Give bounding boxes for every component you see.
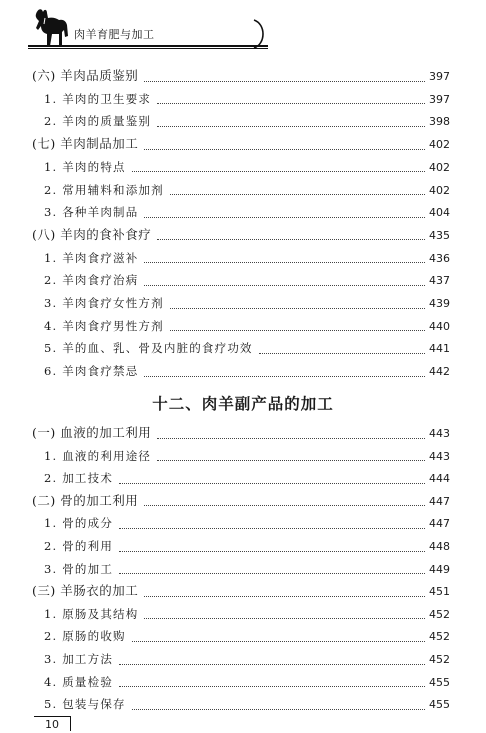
toc-section-entry: [32, 68, 450, 85]
toc-leader-dots: [144, 609, 425, 619]
toc-entry-label: (二) 骨的加工利用: [32, 492, 139, 508]
toc-entry-label: 2. 骨的利用: [44, 539, 114, 553]
toc-leader-dots: [170, 299, 425, 309]
toc-item-entry: [44, 561, 450, 578]
toc-entry-page: 404: [429, 206, 450, 220]
toc-leader-dots: [144, 276, 425, 286]
toc-entry-page: 439: [429, 297, 450, 310]
toc-leader-dots: [157, 429, 425, 439]
toc-entry-label: (三) 羊肠衣的加工: [32, 583, 139, 599]
toc-entry-page: 435: [429, 228, 450, 242]
toc-item-entry: [44, 318, 450, 335]
toc-entry-label: (八) 羊肉的食补食疗: [32, 226, 152, 242]
toc-entry-page: 447: [429, 517, 450, 531]
toc-entry-page: 436: [429, 251, 450, 265]
toc-entry-page: 397: [429, 70, 450, 83]
toc-leader-dots: [119, 655, 425, 665]
toc-entry-page: 440: [429, 319, 450, 333]
toc-entry-page: 452: [429, 607, 450, 621]
toc-leader-dots: [132, 700, 425, 710]
toc-leader-dots: [144, 208, 425, 218]
toc-item-entry: [44, 363, 450, 380]
toc-entry-label: 1. 羊肉食疗滋补: [44, 250, 139, 265]
toc-leader-dots: [144, 367, 425, 377]
toc-entry-page: 444: [429, 472, 450, 486]
toc-item-entry: [44, 674, 450, 691]
toc-entry-label: 3. 各种羊肉制品: [44, 205, 139, 220]
toc-entry-page: 443: [429, 427, 450, 440]
toc-entry-label: 2. 羊肉的质量鉴别: [44, 114, 152, 129]
toc-entry-page: 442: [429, 365, 450, 379]
toc-item-entry: [44, 470, 450, 487]
toc-entry-page: 449: [429, 562, 450, 576]
toc-leader-dots: [144, 140, 425, 150]
toc-entry-label: 1. 骨的成分: [44, 516, 114, 531]
toc-entry-label: 2. 加工技术: [44, 471, 114, 486]
toc-entry-label: 3. 骨的加工: [44, 561, 114, 576]
toc-entry-label: 2. 羊肉食疗治病: [44, 273, 139, 288]
header-rule-thin: [28, 48, 268, 49]
toc-section-entry: [32, 136, 450, 153]
toc-item-entry: [44, 295, 450, 312]
toc-entry-label: 6. 羊肉食疗禁忌: [44, 364, 139, 379]
toc-item-entry: [44, 272, 450, 289]
header-curve-decoration: [250, 18, 272, 50]
toc-entry-page: 451: [429, 585, 450, 599]
toc-leader-dots: [157, 230, 425, 240]
toc-section-entry: [32, 583, 450, 600]
toc-entry-label: 4. 质量检验: [44, 674, 114, 689]
toc-item-entry: [44, 515, 450, 532]
toc-leader-dots: [119, 519, 425, 529]
toc-leader-dots: [259, 344, 425, 354]
toc-entry-label: (一) 血液的加工利用: [32, 425, 152, 440]
toc-leader-dots: [132, 162, 425, 172]
toc-item-entry: [44, 651, 450, 668]
toc-item-entry: [44, 91, 450, 108]
toc-entry-page: 402: [429, 160, 450, 174]
toc-entry-page: 402: [429, 183, 450, 197]
toc-entry-label: 3. 加工方法: [44, 652, 114, 666]
toc-item-entry: [44, 182, 450, 199]
toc-entry-label: 1. 原肠及其结构: [44, 606, 139, 621]
toc-entry-label: (七) 羊肉制品加工: [32, 136, 139, 152]
toc-item-entry: [44, 696, 450, 713]
toc-section-entry: [32, 227, 450, 244]
toc-entry-page: 402: [429, 138, 450, 152]
toc-entry-label: 2. 原肠的收购: [44, 629, 126, 644]
toc-leader-dots: [170, 321, 425, 331]
toc-entry-page: 447: [429, 494, 450, 508]
toc-entry-page: 448: [429, 540, 450, 553]
toc-leader-dots: [157, 94, 425, 104]
toc-leader-dots: [119, 542, 425, 552]
toc-item-entry: [44, 204, 450, 221]
toc-leader-dots: [157, 451, 425, 461]
toc-item-entry: [44, 606, 450, 623]
toc-item-entry: [44, 340, 450, 357]
toc-leader-dots: [157, 117, 425, 127]
header-title: 肉羊育肥与加工: [74, 28, 155, 41]
running-header: [0, 0, 486, 56]
toc-item-entry: [44, 628, 450, 645]
toc-entry-label: 3. 羊肉食疗女性方剂: [44, 296, 164, 310]
toc-item-entry: [44, 159, 450, 176]
toc-section-entry: [32, 493, 450, 510]
page-number: 10: [34, 716, 71, 731]
toc-leader-dots: [132, 632, 425, 642]
toc-item-entry: [44, 448, 450, 465]
toc-entry-label: 1. 羊肉的特点: [44, 159, 126, 174]
toc-entry-label: 1. 羊肉的卫生要求: [44, 91, 152, 106]
toc-entry-label: 5. 包装与保存: [44, 697, 126, 712]
toc-item-entry: [44, 538, 450, 555]
toc-item-entry: [44, 113, 450, 130]
toc-entry-label: 5. 羊的血、乳、骨及内脏的食疗功效: [44, 341, 253, 356]
toc-leader-dots: [144, 253, 425, 263]
toc-entry-page: 452: [429, 653, 450, 666]
header-rule: [28, 45, 268, 47]
toc-leader-dots: [144, 496, 425, 506]
toc-entry-page: 437: [429, 274, 450, 288]
toc-entry-label: 1. 血液的利用途径: [44, 448, 152, 463]
toc-leader-dots: [119, 677, 425, 687]
toc-section-entry: [32, 425, 450, 442]
toc-entry-page: 455: [429, 675, 450, 689]
toc-entry-page: 398: [429, 115, 450, 129]
toc-entry-page: 441: [429, 342, 450, 356]
toc-entry-label: 2. 常用辅料和添加剂: [44, 182, 164, 197]
toc-entry-label: (六) 羊肉品质鉴别: [32, 68, 139, 83]
toc-leader-dots: [119, 564, 425, 574]
toc-leader-dots: [144, 587, 425, 597]
toc-leader-dots: [170, 185, 425, 195]
toc-leader-dots: [119, 474, 425, 484]
toc-entry-page: 455: [429, 698, 450, 712]
toc-leader-dots: [144, 72, 425, 82]
toc-entry-label: 4. 羊肉食疗男性方剂: [44, 318, 164, 333]
toc-item-entry: [44, 250, 450, 267]
toc-entry-page: 397: [429, 92, 450, 106]
chapter-title: 十二、肉羊副产品的加工: [152, 395, 334, 413]
toc-entry-page: 452: [429, 630, 450, 644]
toc-entry-page: 443: [429, 449, 450, 463]
